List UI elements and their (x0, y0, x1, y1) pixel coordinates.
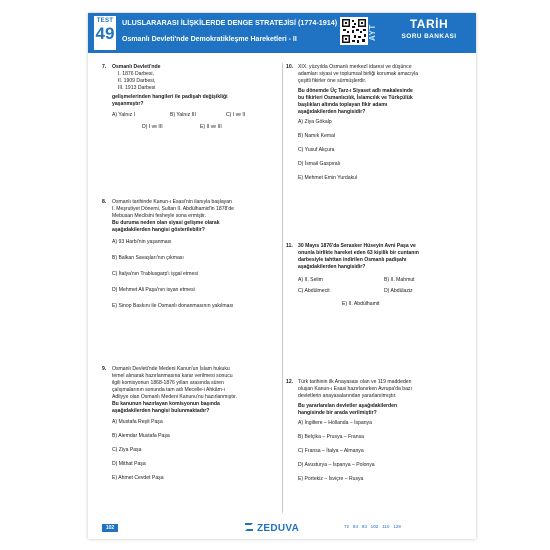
answer-option-d[interactable]: D) İsmail Gaspıralı (298, 161, 341, 168)
question-intro: Osmanlı Devleti'nde (112, 64, 161, 70)
answer-option-a[interactable]: A) II. Selim (298, 277, 323, 283)
question-text: çeşitli fikirler öne sürmüşlerdir. (298, 78, 367, 84)
answer-options (298, 277, 419, 319)
answer-options (112, 112, 246, 142)
answer-option-e[interactable]: E) Sinop Baskını ile Osmanlı donanmasının yakılması (112, 303, 234, 309)
question-stem: darbesiyle tahttan indirilen Osmanlı padişahı (298, 257, 407, 263)
question-stem: aşağıdakilerden hangisi bulunmaktadır? (112, 408, 210, 414)
question-stem: 30 Mayıs 1876'da Serasker Hüseyin Avni Paşa ve (298, 243, 416, 249)
question-body (112, 64, 246, 142)
column-divider (282, 63, 283, 513)
question-stem: aşağıdakilerden hangisidir? (298, 264, 366, 270)
question-stem: bu fikirleri Osmanlıcılık, İslamcılık ve Türkçülük (298, 95, 413, 101)
answer-option-a[interactable]: A) Mustafa Reşit Paşa (112, 419, 163, 425)
answer-option-a[interactable]: A) İngiltere – Hollanda – İspanya (298, 420, 372, 426)
question-text: Türk tarihinin ilk Anayasası olan ve 119 maddeden (298, 379, 412, 385)
question-text: Mebusan Meclisini fesheyle sona ermiştir. (112, 213, 206, 219)
answer-option-c[interactable]: C) Yusuf Akçura (298, 147, 335, 154)
publisher-name: ZEDUVA (257, 523, 300, 534)
question-stem: onunla birlikte hareket eden 63 kişilik bir cuntanın (298, 250, 419, 256)
question-text: Osmanlı tarihinde Kanun-ı Esasi'nin ilanıyla başlayan (112, 199, 232, 205)
question-stem: başlıkları altında toplayan fikir adamı (298, 102, 388, 108)
answer-option-c[interactable]: C) Abdülmecit (298, 288, 330, 294)
test-number-badge (94, 16, 116, 50)
question-stem: aşağıdakilerden hangisi gösterilebilir? (112, 227, 205, 233)
question-stem: aşağıdakilerden hangisidir? (298, 109, 366, 115)
question-body (298, 379, 412, 483)
answer-option-d[interactable]: D) I ve III (142, 124, 163, 130)
question-text: adamları siyasi ve toplumsal birliği korumak amacıyla (298, 71, 419, 77)
question-number: 7. (102, 64, 107, 70)
answer-option-b[interactable]: B) II. Mahmut (384, 277, 415, 283)
answer-option-c[interactable]: C) I ve II (226, 112, 246, 118)
question-number: 10. (286, 64, 294, 70)
answer-option-d[interactable]: D) Mehmet Ali Paşa'nın isyan etmesi (112, 287, 195, 293)
answer-option-d[interactable]: D) Abdülaziz (384, 288, 413, 294)
question-text: ilgili komisyonun 1868-1876 yılları arasında süren (112, 380, 224, 386)
page-footer (88, 519, 476, 539)
chapter-title: ULUSLARARASI İLİŞKİLERDE DENGE STRATEJİSİ (1774-1914) (122, 18, 338, 27)
question-number: 12. (286, 379, 294, 385)
question-body (298, 64, 418, 182)
publisher-logo (244, 522, 299, 534)
answer-option-e[interactable]: E) II. Abdülhamit (342, 301, 380, 307)
qr-code-icon[interactable] (340, 17, 368, 45)
test-label: TEST (96, 18, 114, 24)
answer-option-a[interactable]: A) 93 Harbi'nin yaşanması (112, 239, 172, 245)
answer-option-c[interactable]: C) Fransa – İtalya – Almanya (298, 448, 364, 454)
book-page (88, 13, 476, 539)
question-number: 8. (102, 199, 107, 205)
exam-label: AYT (368, 24, 377, 41)
subject-title: TARİH (409, 17, 449, 31)
page-number: 102 (102, 524, 118, 532)
question-text: I. Meşrutiyet Dönemi, Sultan II. Abdülhamid'in 1878'de (112, 206, 234, 212)
answer-option-d[interactable]: D) Avusturya – İspanya – Polonya (298, 462, 375, 468)
answer-option-e[interactable]: E) Portekiz – İsviçre – Rusya (298, 476, 364, 482)
question-stem: Bu kanunun hazırlayan komisyonun başında (112, 401, 220, 407)
question-stem: Bu yararlanılan devletler aşağıdakilerden (298, 403, 398, 409)
question-text: Osmanlı Devleti'nde Medeni Kanun'un İslam hukuku (112, 366, 230, 372)
question-stem: Bu duruma neden olan siyasi gelişme olarak (112, 220, 220, 226)
answer-option-e[interactable]: E) II ve III (200, 124, 222, 130)
zeduva-logo-icon (244, 522, 254, 532)
question-text: çalışmalarının sonunda tam adı Mecelle-i Ahkâm-ı (112, 387, 225, 393)
answer-option-c[interactable]: C) Ziya Paşa (112, 447, 142, 453)
question-text: Adliyye olan Osmanlı Medeni Kanunu'nu hazırlanmıştır. (112, 394, 237, 400)
question-number: 9. (102, 366, 107, 372)
answer-option-a[interactable]: A) Yalnız I (112, 112, 136, 118)
question-stem: gelişmelerinden hangileri ile padişah değişikliği (112, 94, 228, 100)
section-page-index: 72 84 93 102 110 129 (344, 524, 401, 529)
subject-block (388, 17, 470, 40)
question-body (112, 199, 234, 310)
page-header (88, 13, 476, 53)
question-stem: hangisinde bir arada verilmiştir? (298, 410, 377, 416)
question-body (112, 366, 237, 482)
answer-option-b[interactable]: B) Yalnız III (170, 112, 196, 118)
answer-option-e[interactable]: E) Ahmet Cevdet Paşa (112, 475, 164, 481)
answer-option-e[interactable]: E) Mehmet Emin Yurdakul (298, 175, 358, 182)
answer-option-b[interactable]: B) Belçika – Prusya – Fransa (298, 434, 364, 440)
question-text: oluşan Kanun-ı Esasi hazırlanırken Avrupa'da bazı (298, 386, 412, 392)
answer-option-b[interactable]: B) Namık Kemal (298, 133, 336, 140)
question-stem: Bu dönemde Üç Tarz-ı Siyaset adlı makalesinde (298, 88, 413, 94)
roman-item: I. 1876 Darbesi, (118, 71, 154, 77)
answer-option-c[interactable]: C) İtalya'nın Trablusgarp'ı işgal etmesi (112, 271, 199, 277)
question-body (298, 243, 419, 319)
question-text: devletlerin anayasalarından yararlanılmıştır. (298, 393, 397, 399)
test-number: 49 (95, 24, 115, 43)
question-number: 11. (286, 243, 293, 249)
question-stem: yaşanmıştır? (112, 101, 144, 107)
question-text: XIX. yüzyılda Osmanlı merkezî idaresi ve düşünce (298, 64, 412, 70)
roman-item: II. 1909 Darbesi, (118, 78, 156, 84)
answer-option-d[interactable]: D) Mithat Paşa (112, 461, 146, 467)
answer-option-b[interactable]: B) Alemdar Mustafa Paşa (112, 433, 170, 439)
answer-option-a[interactable]: A) Ziya Gökalp (298, 119, 332, 126)
question-text: temel alınarak hazırlanmasına karar verilmesi sonucu (112, 373, 233, 379)
book-type: SORU BANKASI (401, 33, 457, 40)
answer-option-b[interactable]: B) Balkan Savaşları'nın çıkması (112, 255, 184, 261)
chapter-subtitle: Osmanlı Devleti'nde Demokratikleşme Hareketleri - II (122, 36, 297, 43)
roman-item: III. 1913 Darbesi (118, 85, 156, 91)
